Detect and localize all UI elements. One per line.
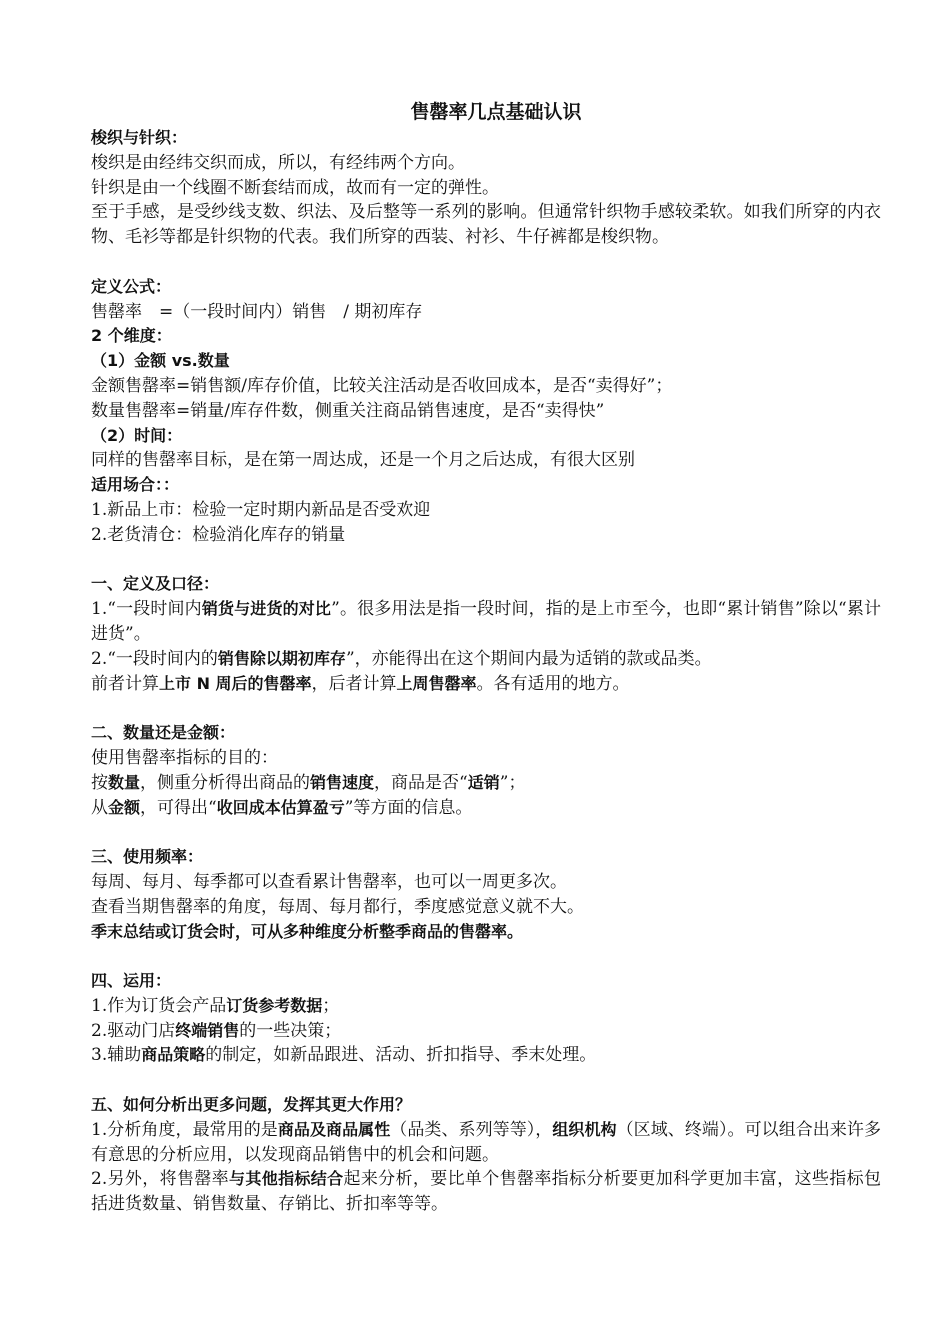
document-title: 售罄率几点基础认识 [410,101,582,123]
dimension-1-line-1: 金额售罄率=销售额/库存价值，比较关注活动是否收回成本，是否“卖得好”； [91,375,673,396]
intro-line-1: 梭织是由经纬交织而成，所以，有经纬两个方向。 [91,152,465,173]
definition-formula: 售罄率 =（一段时间内）销售 / 期初库存 [91,301,423,322]
usage-line-1: 1.新品上市：检验一定时期内新品是否受欢迎 [91,499,431,520]
section-4-line-2: 2.驱动门店终端销售的一些决策； [91,1020,342,1041]
dimension-1-line-2: 数量售罄率=销量/库存件数，侧重关注商品销售速度，是否“卖得快” [91,400,605,421]
section-1-heading: 一、定义及口径： [91,574,220,594]
usage-heading: 适用场合：： [91,475,180,495]
section-5-paragraph-2: 2.另外，将售罄率与其他指标结合起来分析，要比单个售罄率指标分析要更加科学更加丰富，这些指标包括进货数量、销售数量、存销比、折扣率等等。 [91,1169,881,1215]
document-page [91,98,881,1217]
dimension-2-heading: （2）时间： [91,425,183,445]
section-5-heading: 五、如何分析出更多问题，发挥其更大作用？ [91,1095,412,1115]
dimensions-heading: 2 个维度： [91,326,172,346]
section-2-line-3: 从金额，可得出“收回成本估算盈亏”等方面的信息。 [91,797,473,818]
intro-line-2: 针织是由一个线圈不断套结而成，故而有一定的弹性。 [91,177,499,198]
section-1-paragraph-1: 1.“一段时间内销货与进货的对比”。很多用法是指一段时间，指的是上市至今，也即“累计销售”除以“累计进货”。 [91,599,881,644]
section-3-heading: 三、使用频率： [91,847,204,867]
usage-line-2: 2.老货清仓：检验消化库存的销量 [91,524,346,545]
section-5-paragraph-1: 1.分析角度，最常用的是商品及商品属性（品类、系列等等），组织机构（区域、终端）。可以组合出来许多有意思的分析应用，以发现商品销售中的机会和问题。 [91,1119,881,1165]
section-4-line-1: 1.作为订货会产品订货参考数据； [91,995,340,1016]
section-2-line-1: 使用售罄率指标的目的： [91,747,278,768]
dimension-1-heading: （1）金额 vs.数量 [91,351,230,371]
definition-heading: 定义公式： [91,276,172,296]
intro-heading: 梭织与针织： [91,128,188,147]
intro-paragraph: 至于手感，是受纱线支数、织法、及后整等一系列的影响。但通常针织物手感较柔软。如我们所穿的内衣物、毛衫等都是针织物的代表。我们所穿的西装、衬衫、牛仔裤都是梭织物。 [91,202,881,248]
section-3-line-3: 季末总结或订货会时，可从多种维度分析整季商品的售罄率。 [91,921,524,941]
section-4-line-3: 3.辅助商品策略的制定，如新品跟进、活动、折扣指导、季末处理。 [91,1045,597,1066]
section-1-paragraph-3: 前者计算上市 N 周后的售罄率，后者计算上周售罄率。各有适用的地方。 [91,673,630,694]
section-4-heading: 四、运用： [91,971,172,991]
section-2-heading: 二、数量还是金额： [91,723,236,743]
section-2-line-2: 按数量，侧重分析得出商品的销售速度，商品是否“适销”； [91,772,526,793]
section-3-line-1: 每周、每月、每季都可以查看累计售罄率，也可以一周更多次。 [91,871,567,892]
dimension-2-line: 同样的售罄率目标，是在第一周达成，还是一个月之后达成，有很大区别 [91,450,635,471]
section-1-paragraph-2: 2.“一段时间内的销售除以期初库存”，亦能得出在这个期间内最为适销的款或品类。 [91,648,712,669]
section-3-line-2: 查看当期售罄率的角度，每周、每月都行，季度感觉意义就不大。 [91,896,584,917]
